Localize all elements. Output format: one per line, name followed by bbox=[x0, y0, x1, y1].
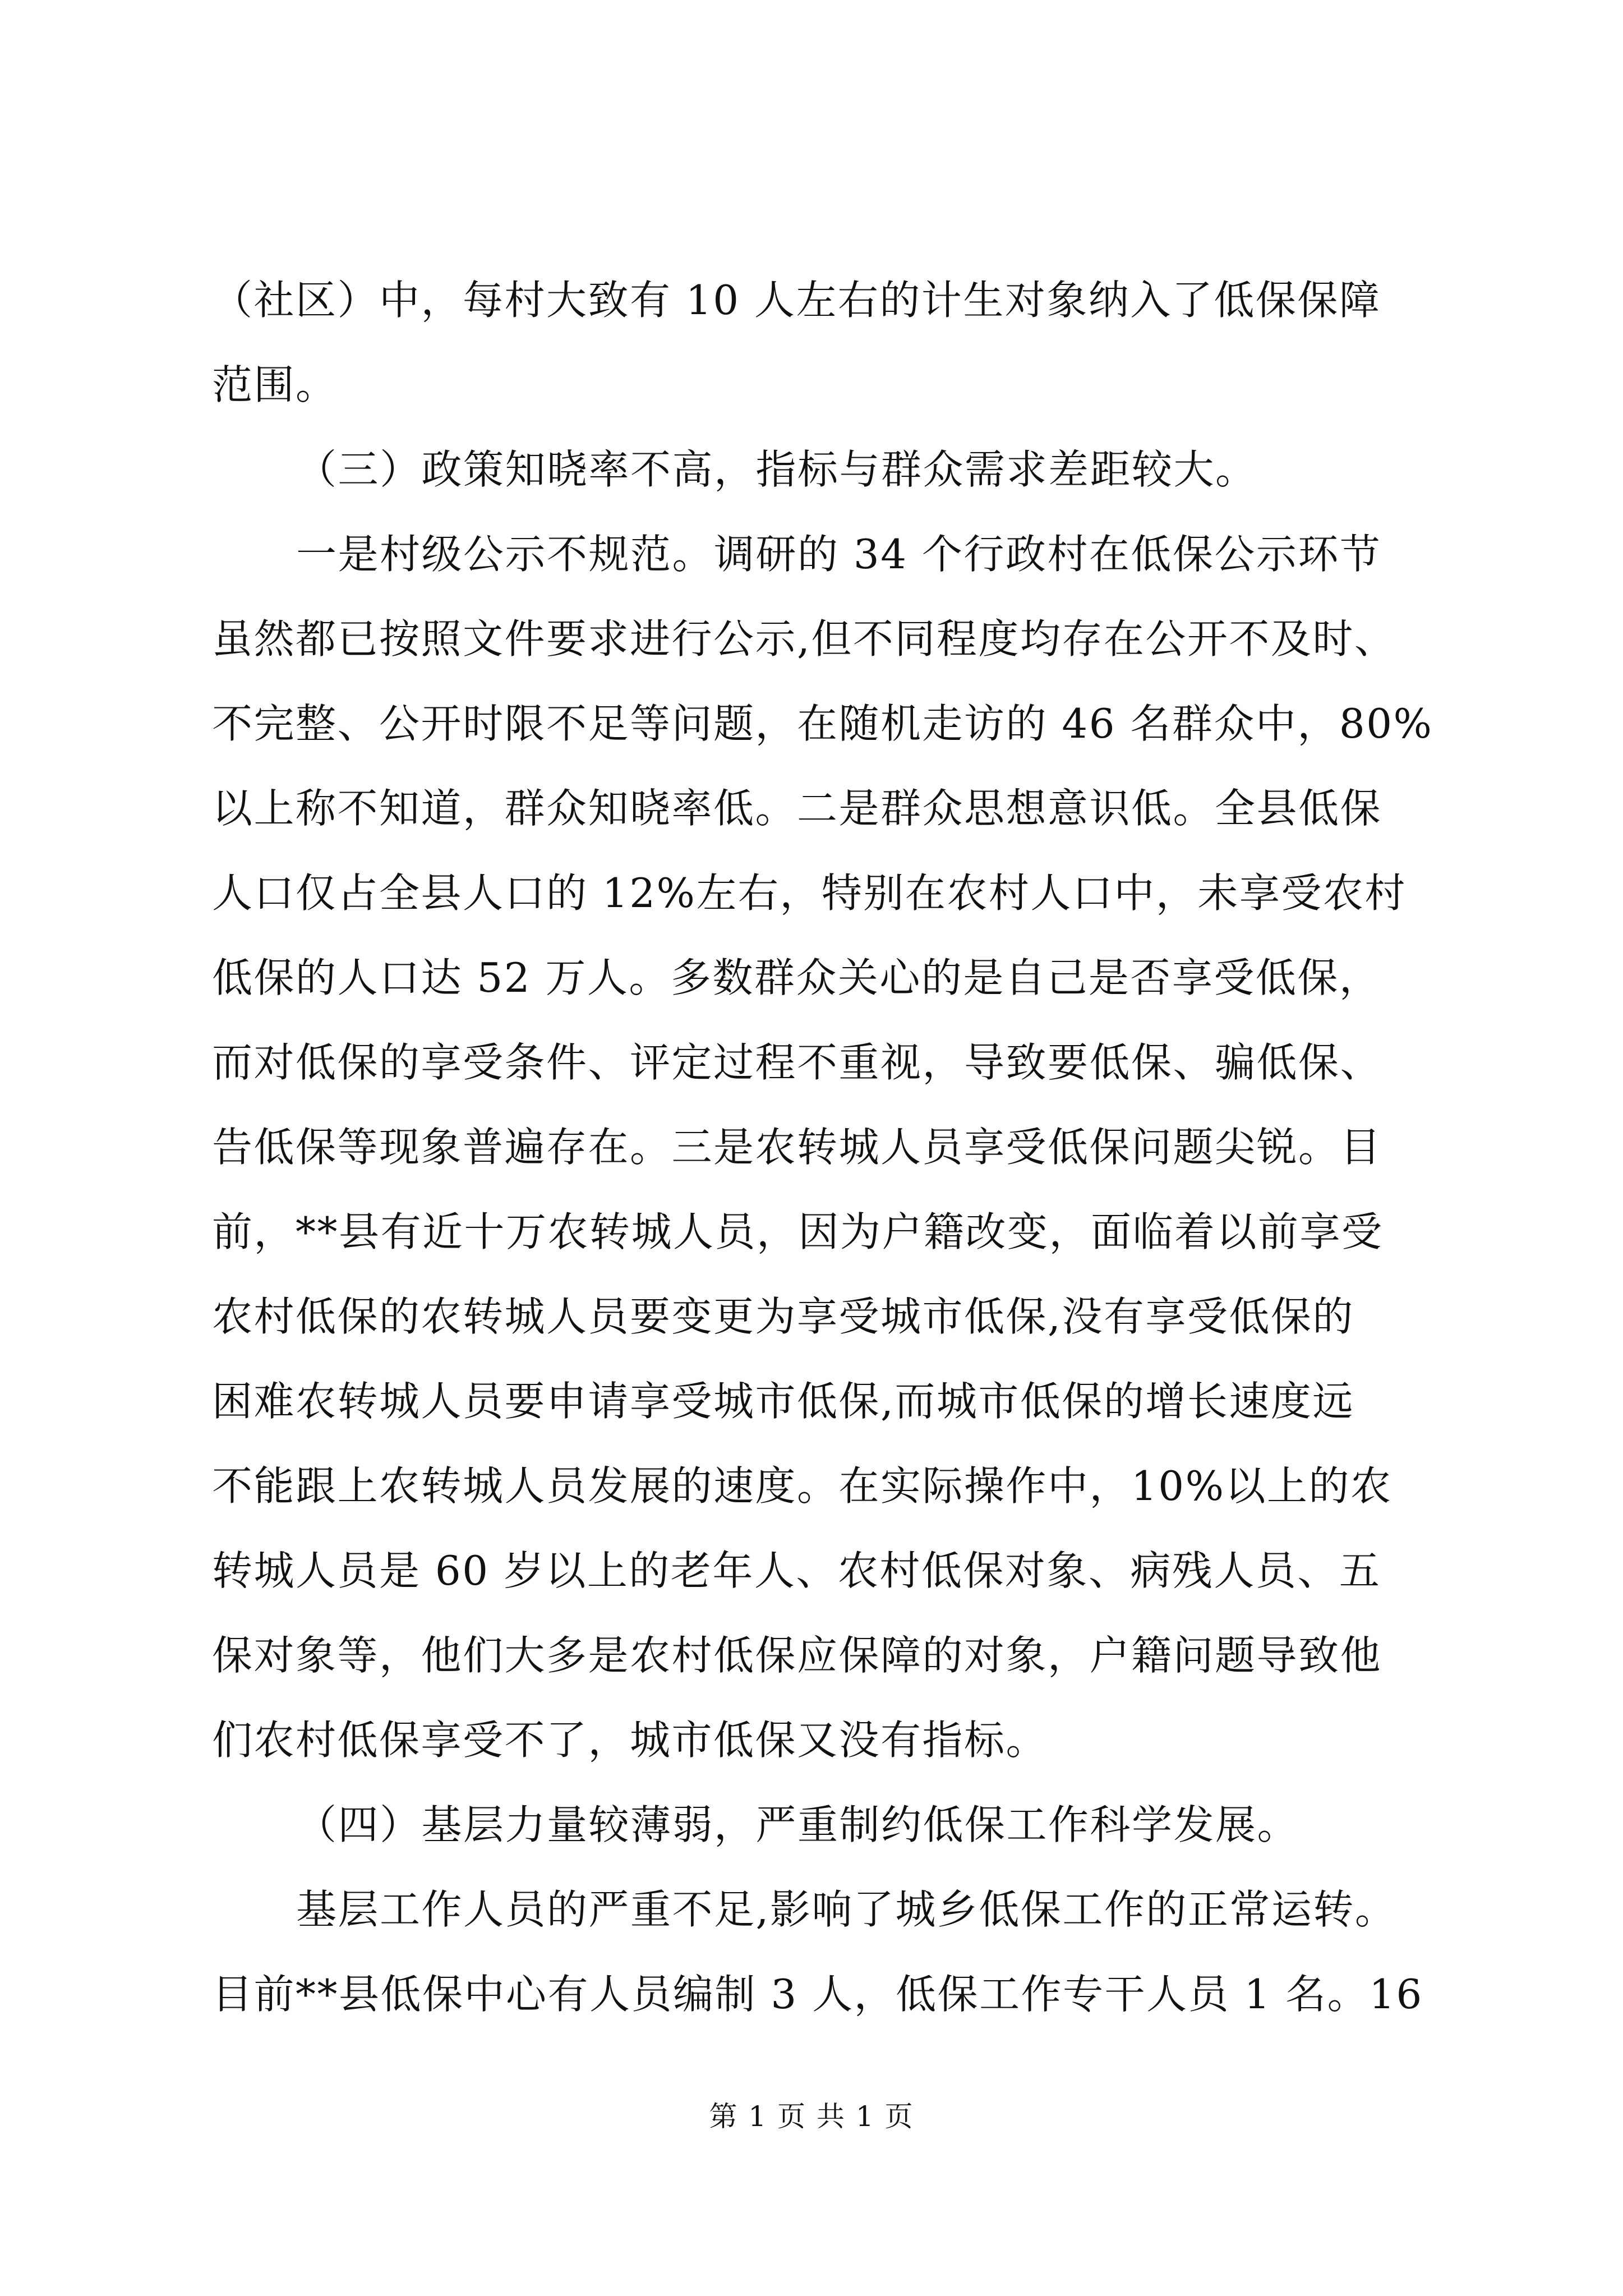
text-line: 保对象等，他们大多是农村低保应保障的对象，户籍问题导致他 bbox=[212, 1632, 1382, 1679]
text-line: （社区）中，每村大致有 10 人左右的计生对象纳入了低保保障 bbox=[212, 277, 1381, 324]
text-line: 范围。 bbox=[212, 361, 338, 408]
section-heading-4: （四）基层力量较薄弱，严重制约低保工作科学发展。 bbox=[296, 1801, 1299, 1848]
text-line: 一是村级公示不规范。调研的 34 个行政村在低保公示环节 bbox=[296, 531, 1382, 578]
text-line: 转城人员是 60 岁以上的老年人、农村低保对象、病残人员、五 bbox=[212, 1547, 1381, 1594]
text-line: 前，**县有近十万农转城人员，因为户籍改变，面临着以前享受 bbox=[212, 1208, 1384, 1255]
text-line: 农村低保的农转城人员要变更为享受城市低保,没有享受低保的 bbox=[212, 1293, 1354, 1340]
document-body bbox=[212, 258, 1433, 2037]
text-line: 而对低保的享受条件、评定过程不重视，导致要低保、骗低保、 bbox=[212, 1039, 1382, 1086]
text-line: 不完整、公开时限不足等问题，在随机走访的 46 名群众中，80% bbox=[212, 700, 1433, 747]
text-line: 目前**县低保中心有人员编制 3 人，低保工作专干人员 1 名。16 bbox=[212, 1971, 1423, 2018]
text-line: 以上称不知道，群众知晓率低。二是群众思想意识低。全县低保 bbox=[212, 785, 1382, 832]
text-line: 不能跟上农转城人员发展的速度。在实际操作中，10%以上的农 bbox=[212, 1462, 1393, 1510]
text-line: 告低保等现象普遍存在。三是农转城人员享受低保问题尖锐。目 bbox=[212, 1124, 1382, 1171]
text-line: 基层工作人员的严重不足,影响了城乡低保工作的正常运转。 bbox=[296, 1886, 1397, 1933]
section-heading-3: （三）政策知晓率不高，指标与群众需求差距较大。 bbox=[296, 446, 1257, 493]
text-line: 们农村低保享受不了，城市低保又没有指标。 bbox=[212, 1717, 1048, 1764]
text-line: 困难农转城人员要申请享受城市低保,而城市低保的增长速度远 bbox=[212, 1378, 1354, 1425]
text-line: 低保的人口达 52 万人。多数群众关心的是自己是否享受低保， bbox=[212, 954, 1381, 1001]
text-line: 人口仅占全县人口的 12%左右，特别在农村人口中，未享受农村 bbox=[212, 869, 1407, 917]
text-line: 虽然都已按照文件要求进行公示,但不同程度均存在公开不及时、 bbox=[212, 615, 1396, 662]
page-footer: 第 1 页 共 1 页 bbox=[709, 2100, 914, 2133]
